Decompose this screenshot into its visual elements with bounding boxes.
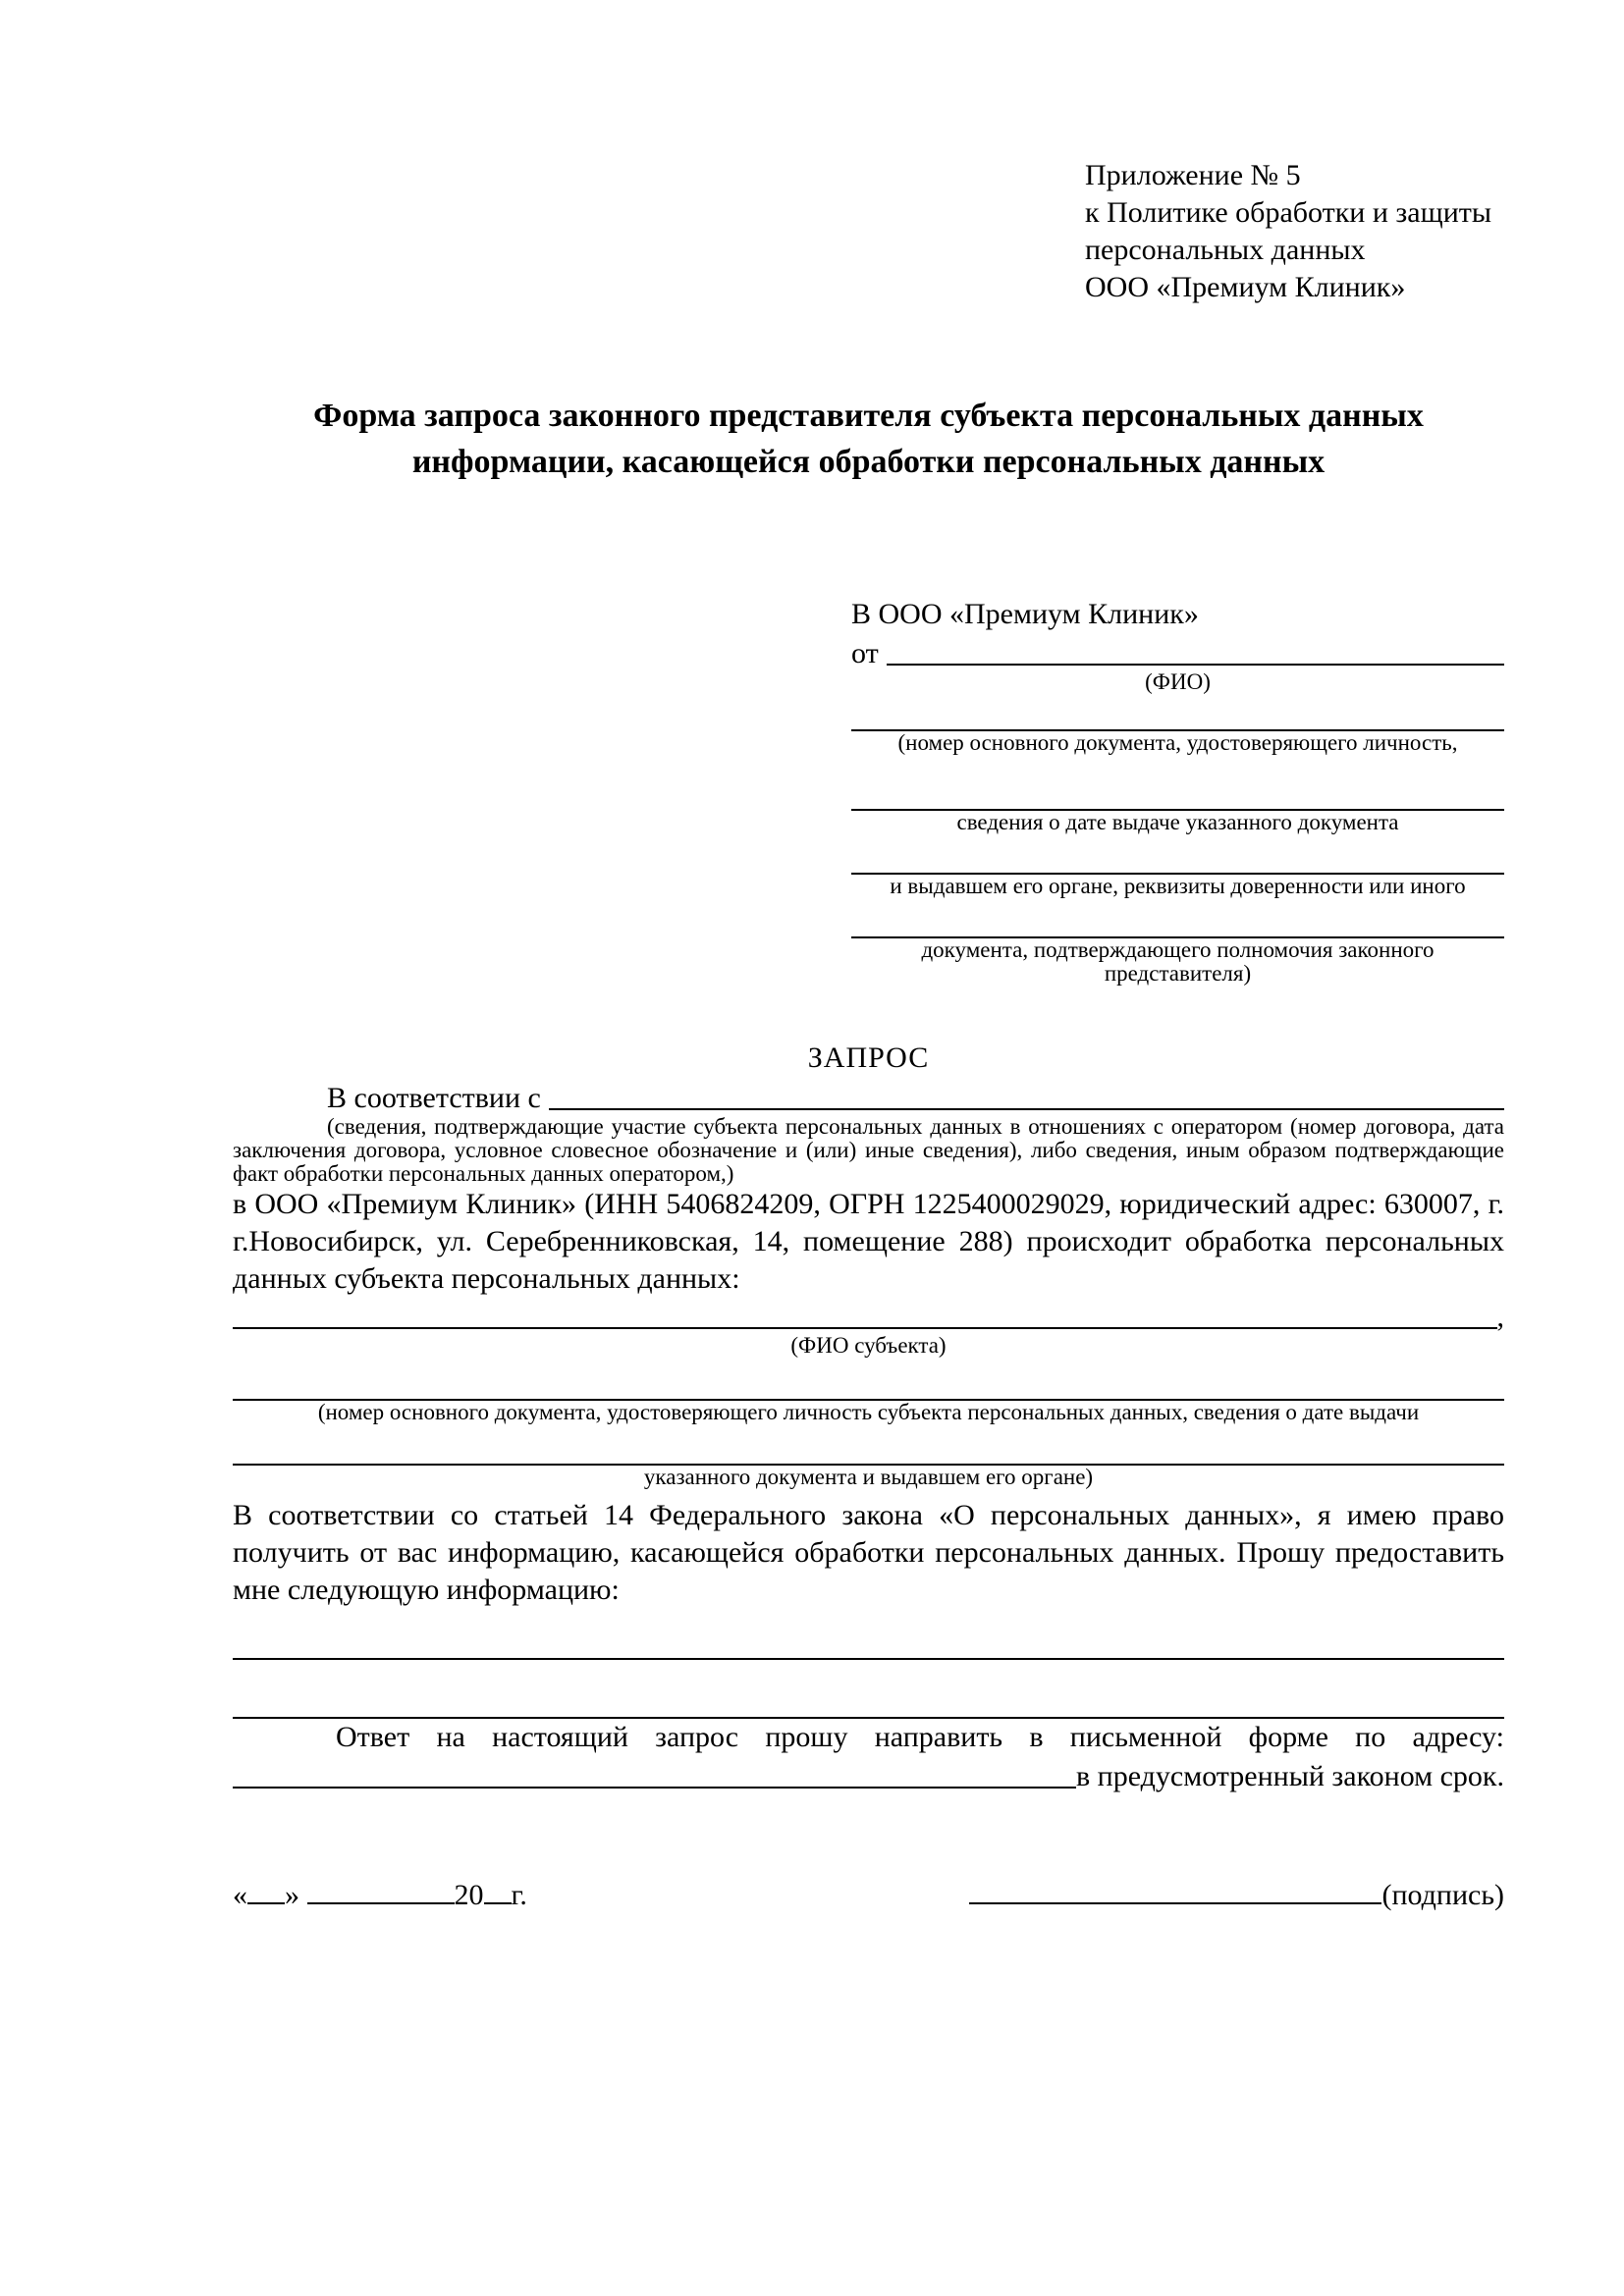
from-row [851,633,1504,670]
fio-caption: (ФИО) [1145,669,1211,694]
doc-issuer-caption: и выдавшем его органе, реквизиты доверенности или иного [890,874,1466,898]
blank-month [307,1879,455,1904]
operator-paragraph: в ООО «Премиум Клиник» (ИНН 5406824209, ОГРН 1225400029029, юридический адрес: 630007, г. г.Новосибирск, ул. Серебренниковская, 14, помещение 288) происходит обработка персональных данных субъекта персональных данных: [233,1188,1504,1295]
date-open-quote: « [233,1879,247,1911]
date-close-quote: » [285,1879,299,1911]
subject-fio-row [233,1298,1504,1334]
blank-line-authority-doc [851,898,1504,938]
answer-address-row [233,1756,1504,1793]
blank-line-doc-issuer [851,834,1504,875]
addressee-to: В ООО «Премиум Клиник» [851,598,1199,630]
doc-issue-date-caption: сведения о дате выдаче указанного документа [956,810,1399,834]
comma-text: , [1496,1301,1504,1333]
from-label: от [851,637,879,669]
blank-line-subject-doc [233,1358,1504,1401]
subject-doc-caption-2: указанного документа и выдавшем его органе) [643,1465,1094,1489]
signature-caption: (подпись) [1381,1879,1504,1911]
year-suffix: г. [511,1879,527,1911]
doc-number-caption: (номер основного документа, удостоверяющего личность, [897,730,1458,755]
answer-paragraph: Ответ на настоящий запрос прошу направить в письменной форме по адресу: [336,1721,1504,1753]
blank-line-doc-number [851,694,1504,731]
date-block [233,1876,527,1915]
appendix-line-2: к Политике обработки и защиты [1085,196,1492,229]
appendix-block [1085,157,1504,306]
appendix-line-1: Приложение № 5 [1085,159,1301,191]
blank-line-subject-fio [233,1327,1497,1329]
appendix-line-3: персональных данных [1085,234,1366,266]
blank-day [247,1879,285,1904]
blank-line-accordance [549,1108,1504,1110]
accordance-caption: (сведения, подтверждающие участие субъекта персональных данных в отношениях с оператором (номер договора, дата заключения договора, условное словесное обозначение и (или) иные сведения), либо сведения, иным образом подтверждающие факт обработки персональных данных оператором,) [233,1114,1504,1186]
accordance-label: В соответствии с [327,1082,541,1114]
subject-doc-caption-1: (номер основного документа, удостоверяющего личность субъекта персональных данных, сведения о дате выдачи [317,1400,1420,1424]
request-heading: ЗАПРОС [807,1041,930,1074]
blank-line-info-2 [233,1660,1504,1719]
authority-doc-caption: документа, подтверждающего полномочия законного представителя) [921,937,1435,986]
answer-tail: в предусмотренный законом срок. [1076,1760,1504,1792]
blank-line-info-1 [233,1609,1504,1660]
law-paragraph: В соответствии со статьей 14 Федерального закона «О персональных данных», я имею право получить от вас информацию, касающейся обработки персональных данных. Прошу предоставить мне следующую информацию: [233,1499,1504,1606]
blank-line-representative-fio [887,664,1504,666]
year-prefix: 20 [454,1879,484,1911]
accordance-row [233,1078,1504,1115]
blank-line-subject-doc-issuer [233,1424,1504,1466]
page-title: Форма запроса законного представителя субъекта персональных данных информации, касающейся обработки персональных данных [313,398,1424,480]
footer-row [233,1876,1504,1915]
blank-signature [969,1879,1381,1904]
blank-year [484,1879,512,1904]
signature-block [969,1876,1504,1915]
subject-fio-caption: (ФИО субъекта) [790,1333,947,1358]
blank-line-doc-issue-date [851,755,1504,811]
blank-line-answer-address [233,1787,1076,1789]
appendix-line-4: ООО «Премиум Клиник» [1085,271,1406,303]
addressee-block [851,596,1504,986]
